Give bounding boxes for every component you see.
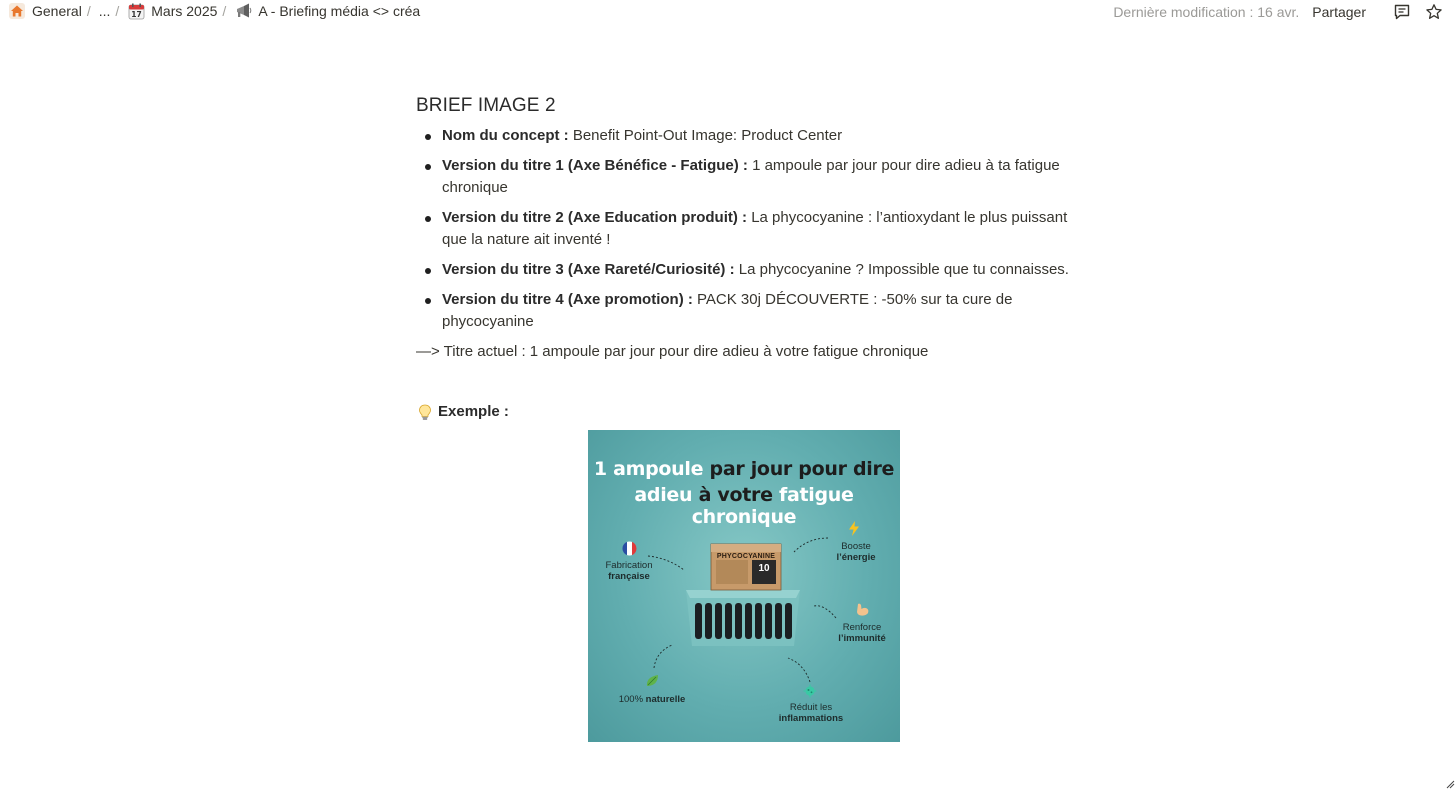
brief-heading: BRIEF IMAGE 2	[416, 95, 556, 116]
breadcrumb-label: Mars 2025	[151, 3, 218, 19]
benefit-line: Booste	[841, 541, 871, 552]
resize-handle-icon[interactable]	[1446, 780, 1455, 789]
french-flag-icon	[621, 540, 637, 556]
breadcrumb-label: ...	[98, 3, 111, 19]
bullet-text: La phycocyanine ? Impossible que tu connaisses.	[734, 261, 1069, 278]
box-number-text: 10	[758, 563, 770, 574]
benefit-line: inflammations	[778, 713, 844, 724]
star-icon[interactable]	[1424, 2, 1444, 22]
lightbulb-icon	[416, 403, 434, 421]
bullet-label: Version du titre 2 (Axe Education produit) :	[442, 209, 748, 226]
breadcrumb-item-mars-2025[interactable]	[127, 2, 217, 20]
bullet-label: Version du titre 3 (Axe Rareté/Curiosité) :	[442, 261, 735, 278]
headline-part: par jour pour dire	[703, 458, 895, 480]
last-modified-text: Dernière modification : 16 avr.	[1113, 4, 1300, 20]
top-actions	[1113, 2, 1444, 22]
house-icon	[8, 2, 26, 20]
breadcrumb	[8, 2, 420, 20]
page-content	[416, 95, 1076, 423]
headline-part: fatigue chronique	[691, 484, 854, 528]
headline-part: à votre	[692, 484, 779, 506]
bullet-list	[416, 125, 1076, 333]
breadcrumb-item-briefing[interactable]	[234, 2, 420, 20]
breadcrumb-label: General	[32, 3, 82, 19]
benefit-line: Fabrication	[605, 560, 653, 571]
lightning-icon	[846, 520, 862, 536]
box-brand-text: PHYCOCYANINE	[716, 553, 776, 560]
bullet-label: Version du titre 4 (Axe promotion) :	[442, 291, 693, 308]
benefit-line: Renforce	[842, 622, 882, 633]
megaphone-icon	[234, 2, 252, 20]
current-title-text: —> Titre actuel : 1 ampoule par jour pour dire adieu à votre fatigue chronique	[416, 343, 929, 360]
headline-part: adieu	[634, 484, 693, 506]
benefit-fabrication	[594, 560, 664, 582]
top-bar	[0, 0, 1456, 24]
benefit-line: naturelle	[645, 694, 686, 705]
microbe-icon	[802, 683, 818, 699]
breadcrumb-separator: /	[222, 3, 227, 19]
comment-icon[interactable]	[1392, 2, 1412, 22]
example-heading	[416, 401, 1076, 423]
bullet-text: 1 ampoule par jour pour dire adieu à ta fatigue chronique	[442, 157, 1060, 196]
leaf-icon	[644, 672, 660, 688]
svg-text:17: 17	[131, 9, 142, 19]
bullet-label: Version du titre 1 (Axe Bénéfice - Fatigue) :	[442, 157, 748, 174]
headline-part: 1 ampoule	[593, 458, 704, 480]
bullet-text: PACK 30j DÉCOUVERTE : -50% sur ta cure de phycocyanine	[442, 291, 1013, 330]
bullet-label: Nom du concept :	[442, 127, 569, 144]
benefit-line: Réduit les	[789, 702, 833, 713]
benefit-inflammations	[768, 702, 854, 724]
list-item	[416, 289, 1076, 333]
benefit-line: 100%	[618, 694, 646, 705]
list-item	[416, 125, 1076, 147]
breadcrumb-item-ellipsis[interactable]	[99, 3, 111, 19]
calendar-icon	[127, 2, 145, 20]
list-item	[416, 155, 1076, 199]
bullet-text: Benefit Point-Out Image: Product Center	[568, 127, 843, 144]
benefit-immunite	[826, 622, 898, 644]
breadcrumb-separator: /	[115, 3, 120, 19]
example-label: Exemple :	[438, 403, 509, 420]
example-image[interactable]	[588, 430, 900, 742]
benefit-line: l’immunité	[838, 633, 886, 644]
benefit-energie	[820, 541, 892, 563]
breadcrumb-item-general[interactable]	[8, 2, 82, 20]
list-item	[416, 207, 1076, 251]
breadcrumb-separator: /	[86, 3, 91, 19]
benefit-line: l’énergie	[836, 552, 876, 563]
bullet-text: La phycocyanine : l’antioxydant le plus puissant que la nature ait inventé !	[442, 209, 1068, 248]
benefit-line: française	[608, 571, 650, 582]
benefit-naturelle	[608, 694, 696, 705]
list-item	[416, 259, 1076, 281]
breadcrumb-label: A - Briefing média <> créa	[258, 3, 421, 19]
share-button[interactable]: Partager	[1312, 4, 1366, 20]
muscle-icon	[854, 601, 870, 617]
